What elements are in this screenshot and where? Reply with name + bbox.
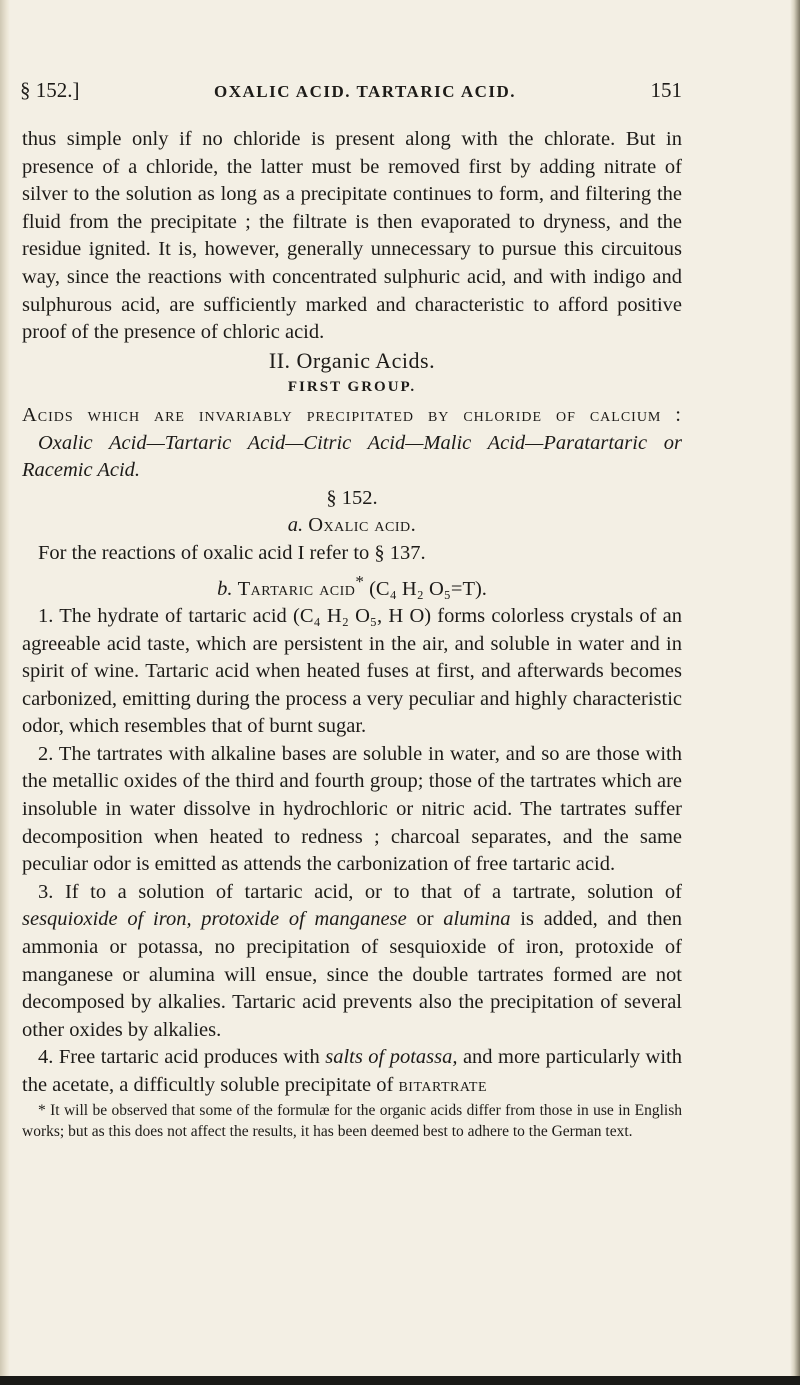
- paragraph-3-italic-alumina: alumina: [443, 908, 511, 931]
- paragraph-4: [22, 1044, 682, 1099]
- page-left-edge: [0, 0, 10, 1385]
- tartaric-title: Tartaric acid: [237, 577, 356, 600]
- paragraph-4-italic: salts of potassa,: [325, 1046, 458, 1069]
- paragraph-4-bitartrate: bitartrate: [398, 1074, 488, 1097]
- group-description: [22, 402, 682, 485]
- footnote: * It will be observed that some of the formulæ for the organic acids differ from those in use in English works; but as this does not affect the results, it has been deemed best to adhere to the German text.: [22, 1101, 682, 1140]
- paragraph-4-after: and more particularly with the acetate, a difficultly soluble precipitate of: [22, 1046, 682, 1097]
- running-header: [20, 78, 682, 108]
- paragraph-3-number: 3.: [38, 880, 54, 903]
- header-section-ref: § 152.]: [20, 78, 80, 102]
- oxalic-heading: [22, 512, 682, 540]
- paragraph-4-before: Free tartaric acid produces with: [58, 1046, 320, 1069]
- oxalic-reference: For the reactions of oxalic acid I refer to § 137.: [38, 541, 426, 564]
- paragraph-3: [22, 879, 682, 1045]
- paragraph-4-number: 4.: [38, 1046, 54, 1069]
- group-description-lead: Acids which are invariably precipitated by chloride of calcium :: [22, 403, 682, 426]
- bottom-scan-edge: [0, 1376, 800, 1385]
- section-number: § 152.: [326, 486, 378, 509]
- paragraph-2-number: 2.: [38, 742, 54, 765]
- page-body: [22, 126, 682, 1142]
- paragraph-1-number: 1.: [38, 604, 54, 627]
- paragraph-2-text: The tartrates with alkaline bases are soluble in water, and so are those with the metallic oxides of the third and fourth group; those of the tartrates which are insoluble in water dissolve in hydrochloric or nitric acid. The tartrates suffer decomposition when heated to redness ; charcoal separates, and the same peculiar odor is emitted as attends the carbonization of free tartaric acid.: [22, 742, 682, 876]
- tartaric-letter: b.: [217, 577, 233, 600]
- first-group-heading: FIRST GROUP.: [287, 379, 417, 396]
- organic-acids-heading: II. Organic Acids.: [268, 347, 436, 373]
- running-head-title: OXALIC ACID. TARTARIC ACID.: [213, 82, 517, 101]
- footnote-marker: *: [355, 571, 364, 591]
- paragraph-3-or: or: [416, 908, 434, 931]
- oxalic-letter: a.: [287, 514, 304, 537]
- tartaric-formula: (C₄ H₂ O₅=T).: [369, 577, 487, 600]
- paragraph-3-after: is added, and then ammonia or potassa, no precipitation of sesquioxide of iron, protoxide of manganese or alumina will ensue, since the double tartrates formed are not decomposed by alkalies. Tartaric acid prevents also the precipitation of several other oxides by alkalies.: [22, 908, 683, 1041]
- tartaric-heading: [22, 568, 682, 603]
- intro-paragraph: thus simple only if no chloride is present along with the chlorate. But in presence of a chloride, the latter must be removed first by adding nitrate of silver to the solution as long as a precipitate continues to form, and filtering the fluid from the precipitate ; the filtrate is then evaporated to dryness, and the residue ignited. It is, however, generally unnecessary to pursue this circuitous way, since the reactions with concentrated sulphuric acid, and with indigo and sulphurous acid, are sufficiently marked and characteristic to afford positive proof of the presence of chloric acid.: [22, 128, 682, 344]
- page-right-edge: [790, 0, 800, 1385]
- paragraph-3-italic: sesquioxide of iron, protoxide of manganese: [22, 908, 407, 931]
- paragraph-3-before: If to a solution of tartaric acid, or to that of a tartrate, solution of: [64, 880, 683, 903]
- paragraph-1: [22, 603, 682, 741]
- group-acid-list: Oxalic Acid—Tartaric Acid—Citric Acid—Malic Acid—Paratartaric or Racemic Acid.: [22, 431, 682, 482]
- page-number: 151: [650, 78, 682, 102]
- paragraph-1-text: The hydrate of tartaric acid (C₄ H₂ O₅, H O) forms colorless crystals of an agreeable acid taste, which are persistent in the air, and soluble in water and in spirit of wine. Tartaric acid when heated fuses at first, and afterwards becomes carbonized, emitting during the process a very peculiar and highly characteristic odor, which resembles that of burnt sugar.: [22, 604, 682, 738]
- oxalic-title: Oxalic acid.: [308, 514, 417, 537]
- paragraph-2: [22, 741, 682, 879]
